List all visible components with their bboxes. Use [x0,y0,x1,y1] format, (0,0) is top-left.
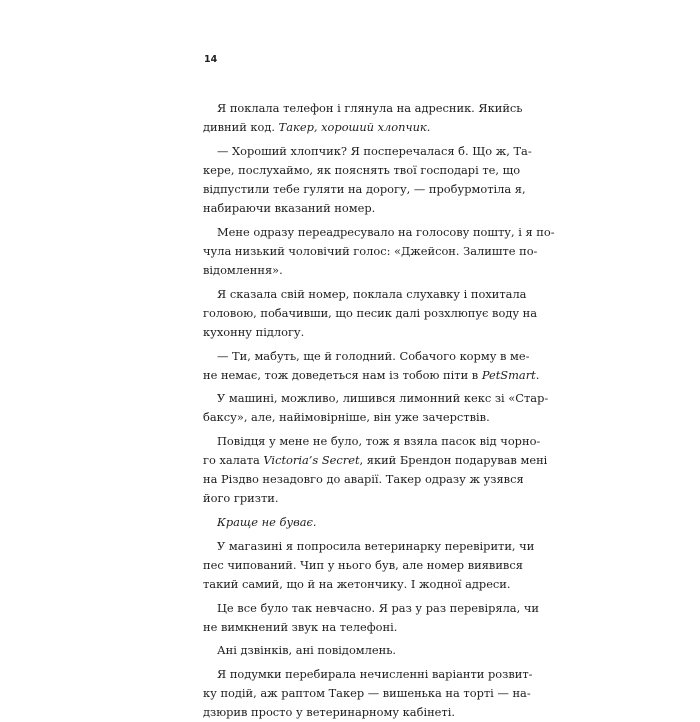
text-line: дзюрив просто у ветеринарному кабінеті. [203,705,455,720]
text-line: пес чипований. Чип у нього був, але номер виявився [203,557,523,572]
text-line: його гризти. [203,491,279,506]
italic-text: Краще не буває. [217,515,317,530]
text-line: відомлення». [203,262,283,277]
text-line: Це все було так невчасно. Я раз у раз перевіряла, чи [217,600,539,615]
text-segment: дивний код. [203,120,279,135]
text-line: Я сказала свій номер, поклала слухавку і похитала [217,286,527,301]
page-number: 14 [204,54,218,65]
italic-text: PetSmart [481,367,536,382]
paragraph [203,665,533,722]
text-line: чула низький чоловічий голос: «Джейсон. Залиште по- [203,243,538,258]
text-segment: не немає, тож доведеться нам із тобою піти в [203,367,482,382]
text-line: відпустили тебе гуляти на дорогу, — пробурмотіла я, [203,181,526,196]
paragraph [203,142,532,218]
paragraph [203,99,523,137]
paragraph [203,513,507,532]
text-line: на Різдво незадовго до аварії. Такер одразу ж узявся [203,472,524,487]
text-line: Повідця у мене не було, тож я взяла пасок від чорно- [217,434,541,449]
text-line: — Хороший хлопчик? Я посперечалася б. Що ж, Та- [217,143,532,158]
text-line: Я подумки перебирала нечисленні варіанти розвит- [217,667,533,682]
text-line: У машині, можливо, лишився лимонний кекс зі «Стар- [217,391,549,406]
text-line: Я поклала телефон і глянула на адресник. Якийсь [217,101,523,115]
text-line: — Ти, мабуть, ще й голодний. Собачого корму в ме- [217,348,530,363]
paragraph [203,285,538,342]
text-line: не вимкнений звук на телефоні. [203,619,398,634]
paragraph [203,432,548,508]
text-line: Ані дзвінків, ані повідомлень. [217,643,397,658]
text-line: Мене одразу переадресувало на голосову пошту, і я по- [217,224,555,239]
text-line: кухонну підлогу. [203,324,305,339]
text-line [203,366,540,385]
paragraph [203,347,540,385]
paragraph [203,223,555,280]
body-text [203,99,555,722]
italic-text: Такер, хороший хлопчик. [278,120,431,135]
text-line: головою, побачивши, що песик далі розхлюпує воду на [203,305,538,320]
text-line [203,118,507,137]
paragraph [203,389,549,427]
italic-text: Victoria’s Secret [263,453,360,468]
text-line: такий самий, що й на жетончику. І жодної адреси. [203,576,511,591]
paragraph [203,537,535,594]
text-line [203,451,548,470]
text-line [203,513,507,532]
text-line: ку подій, аж раптом Такер — вишенька на торті — на- [203,686,531,701]
text-line: кере, послухаймо, як пояснять твої господарі те, що [203,162,521,177]
paragraph [203,599,539,637]
text-line: баксу», але, найімовірніше, він уже зачерствів. [203,410,490,425]
text-line: У магазині я попросила ветеринарку перевірити, чи [217,538,535,553]
paragraph [203,641,507,660]
text-line: набираючи вказаний номер. [203,201,376,216]
text-segment: го халата [203,453,264,468]
text-segment: , який Брендон подарував мені [359,453,548,468]
text-segment: . [535,367,540,382]
